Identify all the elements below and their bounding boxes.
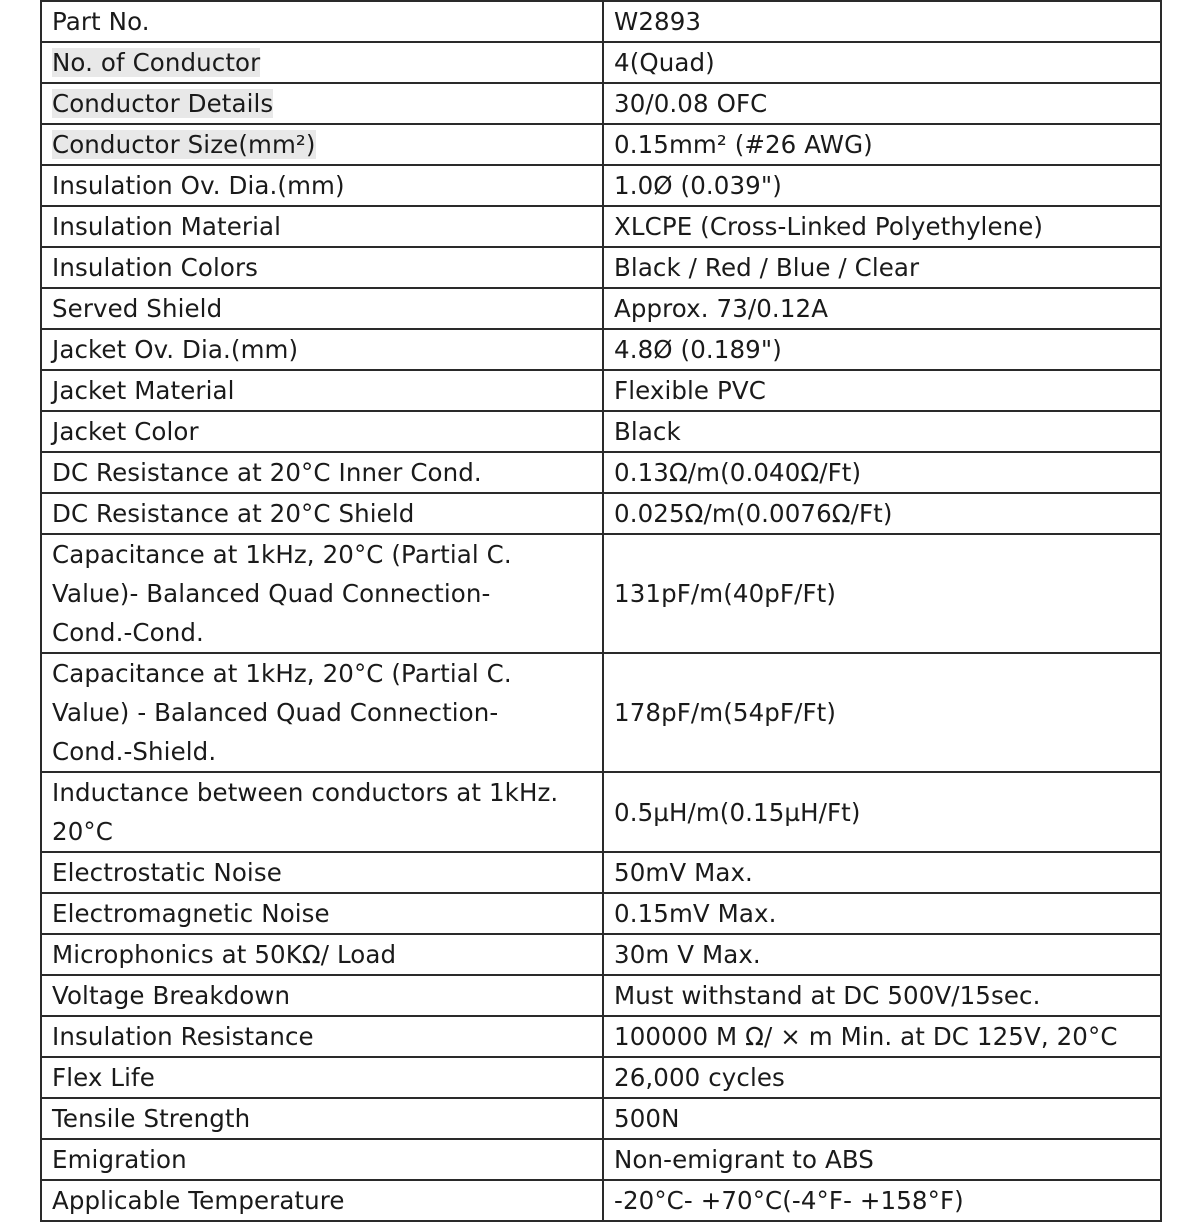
row-label: Voltage Breakdown <box>41 975 603 1016</box>
row-value: 26,000 cycles <box>603 1057 1161 1098</box>
table-row <box>41 370 1161 411</box>
table-row <box>41 42 1161 83</box>
row-label: Insulation Material <box>41 206 603 247</box>
table-row <box>41 1057 1161 1098</box>
table-row <box>41 653 1161 772</box>
table-row <box>41 893 1161 934</box>
row-value: 30/0.08 OFC <box>603 83 1161 124</box>
row-value: 4(Quad) <box>603 42 1161 83</box>
table-row <box>41 411 1161 452</box>
row-value: 1.0Ø (0.039") <box>603 165 1161 206</box>
table-row <box>41 124 1161 165</box>
row-label: Insulation Colors <box>41 247 603 288</box>
row-label: Microphonics at 50KΩ/ Load <box>41 934 603 975</box>
spec-table <box>40 0 1162 1222</box>
row-label: Served Shield <box>41 288 603 329</box>
row-value: Black <box>603 411 1161 452</box>
row-label: Capacitance at 1kHz, 20°C (Partial C. Value) - Balanced Quad Connection- Cond.-Shield. <box>41 653 603 772</box>
row-value: 0.025Ω/m(0.0076Ω/Ft) <box>603 493 1161 534</box>
row-value: 178pF/m(54pF/Ft) <box>603 653 1161 772</box>
row-value: Flexible PVC <box>603 370 1161 411</box>
row-label: Electrostatic Noise <box>41 852 603 893</box>
table-row <box>41 329 1161 370</box>
row-value: -20°C- +70°C(-4°F- +158°F) <box>603 1180 1161 1221</box>
row-value: W2893 <box>603 1 1161 42</box>
row-label: Insulation Ov. Dia.(mm) <box>41 165 603 206</box>
table-row <box>41 1098 1161 1139</box>
table-row <box>41 1 1161 42</box>
table-row <box>41 493 1161 534</box>
table-row <box>41 934 1161 975</box>
row-label: Tensile Strength <box>41 1098 603 1139</box>
row-label-text: Conductor Details <box>52 89 274 118</box>
table-row <box>41 247 1161 288</box>
row-value: Must withstand at DC 500V/15sec. <box>603 975 1161 1016</box>
table-row <box>41 165 1161 206</box>
row-label: Applicable Temperature <box>41 1180 603 1221</box>
row-value: Black / Red / Blue / Clear <box>603 247 1161 288</box>
row-label: Jacket Color <box>41 411 603 452</box>
table-row <box>41 975 1161 1016</box>
table-row <box>41 534 1161 653</box>
row-label: DC Resistance at 20°C Shield <box>41 493 603 534</box>
row-value: 0.15mV Max. <box>603 893 1161 934</box>
row-label <box>41 124 603 165</box>
table-row <box>41 772 1161 852</box>
row-value: 500N <box>603 1098 1161 1139</box>
table-row <box>41 288 1161 329</box>
row-label <box>41 83 603 124</box>
row-value: 131pF/m(40pF/Ft) <box>603 534 1161 653</box>
table-row <box>41 83 1161 124</box>
row-label: Electromagnetic Noise <box>41 893 603 934</box>
row-value: 100000 M Ω/ × m Min. at DC 125V, 20°C <box>603 1016 1161 1057</box>
row-label: Insulation Resistance <box>41 1016 603 1057</box>
row-value: Non-emigrant to ABS <box>603 1139 1161 1180</box>
row-value: XLCPE (Cross-Linked Polyethylene) <box>603 206 1161 247</box>
row-value: 50mV Max. <box>603 852 1161 893</box>
row-label: Inductance between conductors at 1kHz. 20°C <box>41 772 603 852</box>
row-label: Jacket Ov. Dia.(mm) <box>41 329 603 370</box>
row-value: 4.8Ø (0.189") <box>603 329 1161 370</box>
row-label: Jacket Material <box>41 370 603 411</box>
table-row <box>41 1016 1161 1057</box>
row-value: Approx. 73/0.12A <box>603 288 1161 329</box>
row-value: 30m V Max. <box>603 934 1161 975</box>
row-value: 0.13Ω/m(0.040Ω/Ft) <box>603 452 1161 493</box>
row-label: Capacitance at 1kHz, 20°C (Partial C. Value)- Balanced Quad Connection- Cond.-Cond. <box>41 534 603 653</box>
row-label: DC Resistance at 20°C Inner Cond. <box>41 452 603 493</box>
table-row <box>41 1139 1161 1180</box>
row-value: 0.15mm² (#26 AWG) <box>603 124 1161 165</box>
table-row <box>41 852 1161 893</box>
row-label-text: Conductor Size(mm²) <box>52 130 316 159</box>
row-value: 0.5µH/m(0.15µH/Ft) <box>603 772 1161 852</box>
row-label-text: No. of Conductor <box>52 48 261 77</box>
row-label: Flex Life <box>41 1057 603 1098</box>
table-row <box>41 206 1161 247</box>
row-label: Emigration <box>41 1139 603 1180</box>
table-row <box>41 452 1161 493</box>
row-label <box>41 42 603 83</box>
table-row <box>41 1180 1161 1221</box>
row-label: Part No. <box>41 1 603 42</box>
